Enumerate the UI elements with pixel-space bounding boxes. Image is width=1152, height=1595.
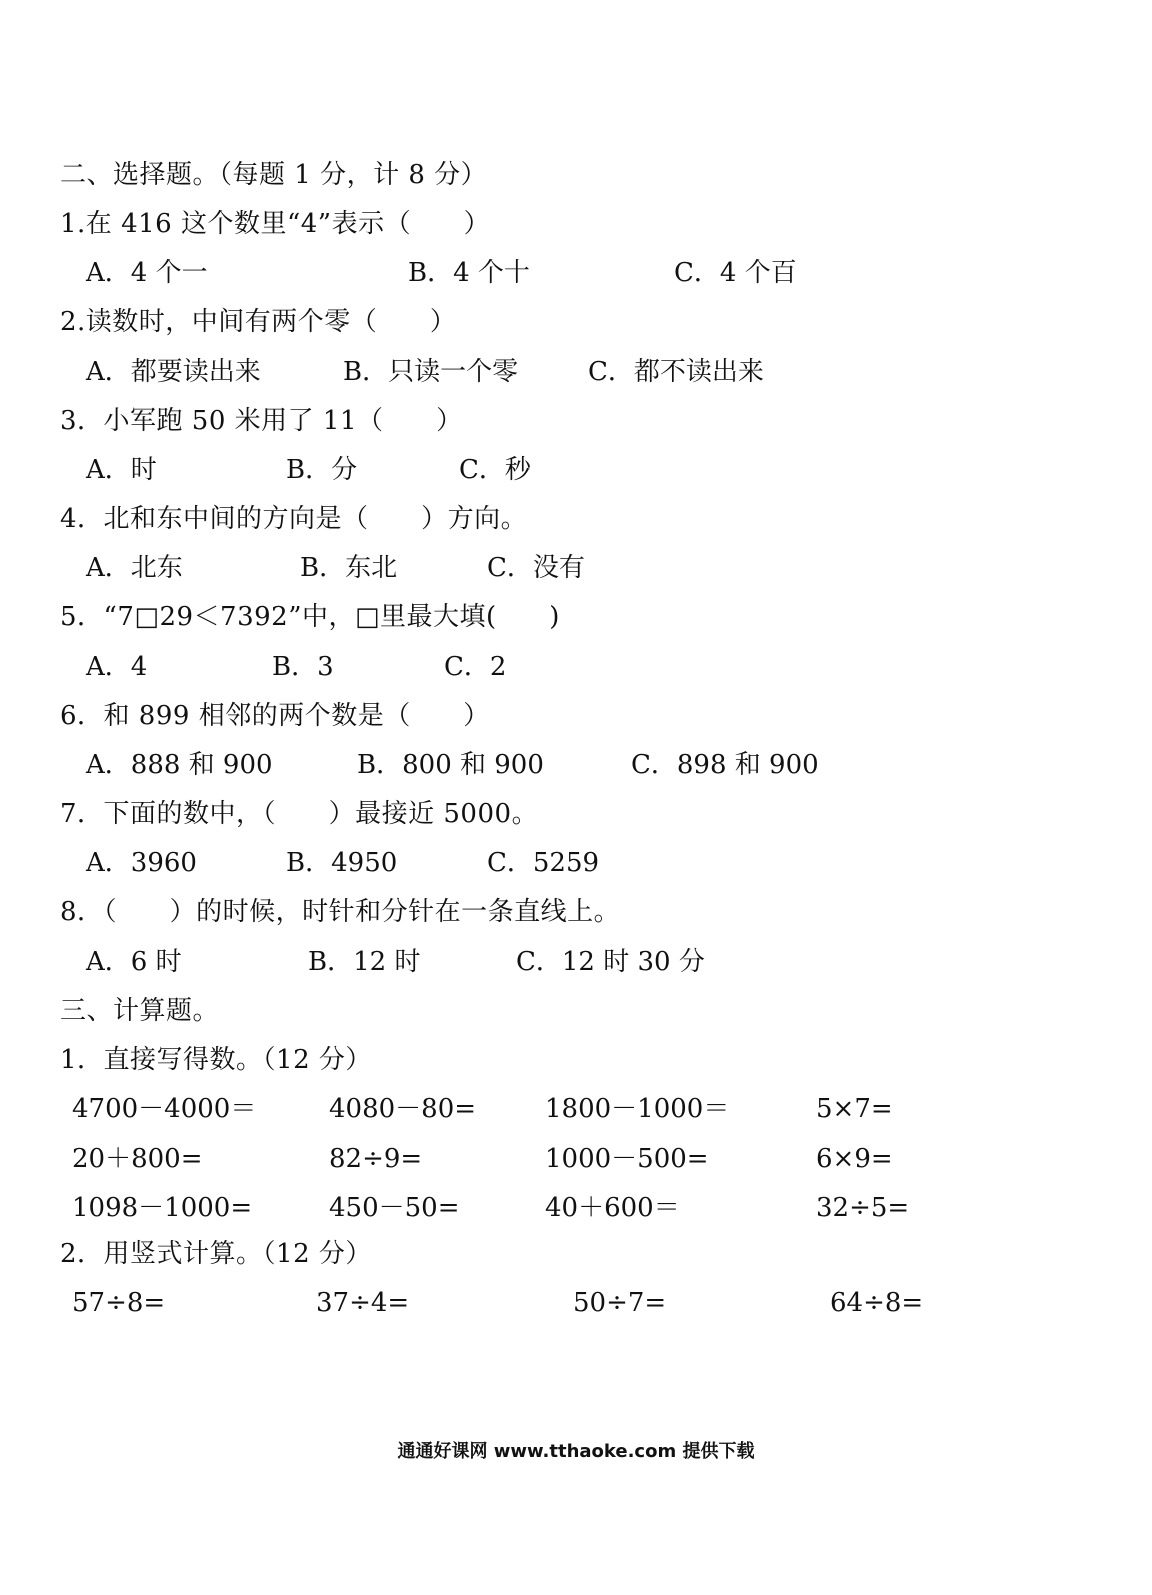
calc-item: 4700－4000＝ — [72, 1094, 257, 1124]
q5-option-b: B．3 — [272, 652, 334, 682]
q1-option-a: A．4 个一 — [86, 258, 208, 288]
q7-option-b: B．4950 — [286, 848, 398, 878]
vertical-calc-item: 50÷7= — [573, 1288, 667, 1318]
vertical-calc-item: 64÷8= — [830, 1288, 924, 1318]
q8-option-c: C．12 时 30 分 — [516, 947, 705, 977]
calc-item: 40＋600＝ — [545, 1193, 680, 1223]
question-8: 8．（ ）的时候，时针和分针在一条直线上。 — [60, 897, 621, 927]
q3-option-b: B．分 — [286, 455, 358, 485]
footer-credit: 通通好课网 www.tthaoke.com 提供下载 — [397, 1441, 755, 1462]
vertical-calc-item: 57÷8= — [72, 1288, 166, 1318]
q5-option-c: C．2 — [444, 652, 507, 682]
calc-item: 32÷5= — [816, 1193, 910, 1223]
q2-option-b: B．只读一个零 — [343, 357, 519, 387]
question-1: 1.在 416 这个数里“4”表示（ ） — [60, 209, 491, 239]
q4-option-b: B．东北 — [300, 553, 398, 583]
question-2: 2.读数时，中间有两个零（ ） — [60, 307, 457, 337]
q6-option-c: C．898 和 900 — [631, 750, 819, 780]
q6-option-b: B．800 和 900 — [357, 750, 544, 780]
calc-item: 20＋800= — [72, 1144, 203, 1174]
section3-part2-title: 2．用竖式计算。（12 分） — [60, 1239, 372, 1269]
q2-option-a: A．都要读出来 — [86, 357, 261, 387]
question-6: 6．和 899 相邻的两个数是（ ） — [60, 701, 490, 731]
calc-item: 5×7= — [816, 1094, 893, 1124]
question-3: 3．小军跑 50 米用了 11（ ） — [60, 406, 463, 436]
q3-option-c: C．秒 — [459, 455, 531, 485]
q7-option-a: A．3960 — [86, 848, 197, 878]
q6-option-a: A．888 和 900 — [86, 750, 273, 780]
section3-part1-title: 1．直接写得数。（12 分） — [60, 1045, 372, 1075]
question-5: 5．“7□29＜7392”中，□里最大填( ) — [60, 602, 560, 632]
q8-option-b: B．12 时 — [308, 947, 421, 977]
calc-item: 1098－1000= — [72, 1193, 253, 1223]
q7-option-c: C．5259 — [487, 848, 600, 878]
section2-title: 二、选择题。（每题 1 分，计 8 分） — [60, 160, 488, 190]
vertical-calc-item: 37÷4= — [316, 1288, 410, 1318]
q3-option-a: A．时 — [86, 455, 157, 485]
calc-item: 82÷9= — [329, 1144, 423, 1174]
q8-option-a: A．6 时 — [86, 947, 182, 977]
q1-option-b: B．4 个十 — [408, 258, 530, 288]
calc-item: 1800－1000＝ — [545, 1094, 730, 1124]
q5-option-a: A．4 — [86, 652, 148, 682]
q4-option-c: C．没有 — [487, 553, 585, 583]
q2-option-c: C．都不读出来 — [588, 357, 764, 387]
question-7: 7．下面的数中，（ ）最接近 5000。 — [60, 799, 539, 829]
q4-option-a: A．北东 — [86, 553, 183, 583]
calc-item: 6×9= — [816, 1144, 893, 1174]
question-4: 4．北和东中间的方向是（ ）方向。 — [60, 504, 528, 534]
section3-title: 三、计算题。 — [60, 996, 220, 1026]
q1-option-c: C．4 个百 — [674, 258, 797, 288]
calc-item: 4080－80= — [329, 1094, 477, 1124]
calc-item: 1000－500= — [545, 1144, 709, 1174]
calc-item: 450－50= — [329, 1193, 460, 1223]
